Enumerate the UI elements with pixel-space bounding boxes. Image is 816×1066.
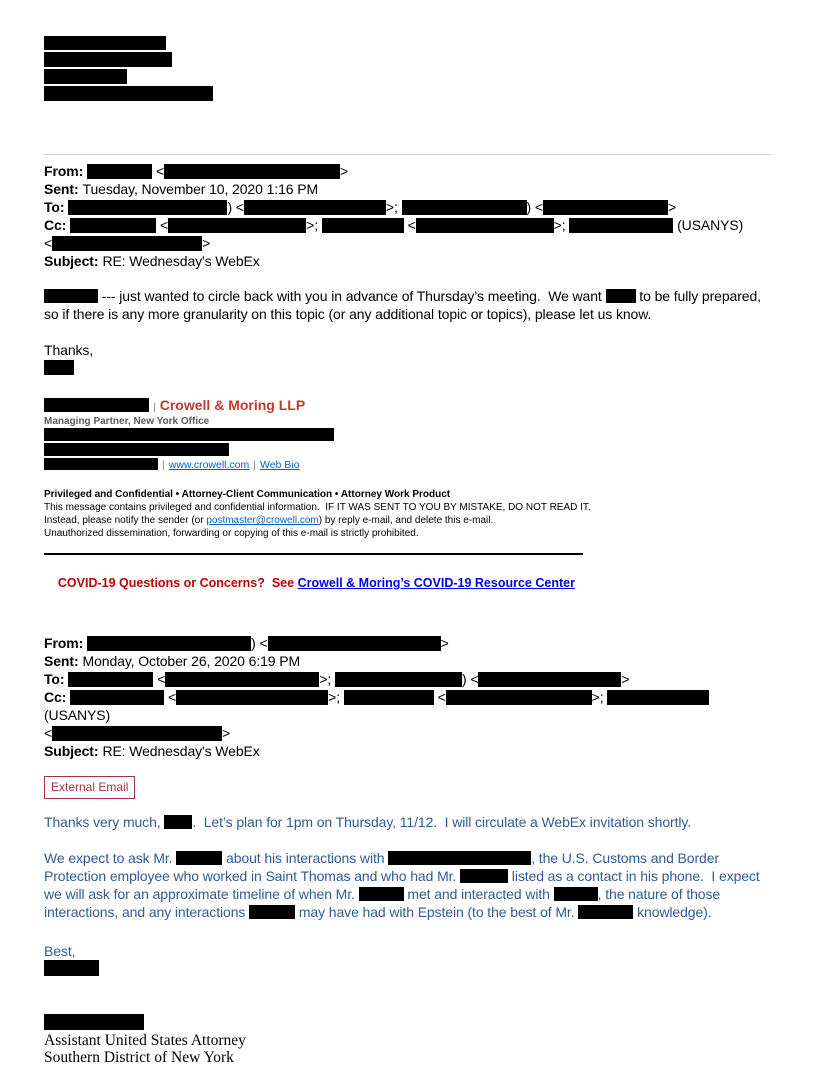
cc-value-2 — [44, 235, 210, 251]
disclaimer-line-3: Unauthorized dissemination, forwarding or copying of this e-mail is strictly prohibited. — [44, 528, 419, 539]
email2-header — [44, 634, 771, 760]
redaction-bar — [460, 869, 508, 883]
email1-thanks: Thanks, — [44, 342, 94, 358]
to-value — [68, 199, 676, 215]
redaction-bar — [554, 887, 598, 901]
redaction-bar — [87, 164, 152, 179]
email1-header — [44, 162, 771, 270]
redaction-bar — [478, 672, 621, 687]
text-segment: Thanks very much, — [44, 814, 165, 830]
redaction-bar — [70, 690, 164, 705]
text-segment: . Let’s plan for 1pm on Thursday, 11/12. I will circulate a WebEx invitation shortly. — [192, 814, 692, 830]
redaction-bar — [44, 360, 74, 375]
redaction-bar — [87, 636, 251, 651]
text-segment: >; — [591, 689, 608, 705]
cc-line — [44, 688, 771, 724]
to-label: To: — [44, 671, 65, 687]
text-segment: < — [403, 217, 416, 233]
cc-line — [44, 216, 771, 234]
redaction-bar — [569, 218, 673, 233]
from-line — [44, 162, 771, 180]
subject-value: RE: Wednesday's WebEx — [102, 743, 260, 759]
redaction-bar — [44, 458, 158, 470]
signature-address-redaction — [44, 428, 771, 443]
redaction-bar — [44, 443, 229, 456]
sent-label: Sent: — [44, 181, 79, 197]
redaction-bar — [68, 672, 153, 687]
text-segment: > — [621, 671, 630, 687]
confidentiality-disclaimer — [44, 488, 771, 540]
separator: | — [162, 459, 165, 471]
sent-line — [44, 652, 771, 670]
subject-line — [44, 742, 771, 760]
text-segment: --- just wanted to circle back with you in advance of Thursday’s meeting. We want — [98, 288, 606, 304]
subject-line — [44, 252, 771, 270]
ausa-title: Assistant United States Attorney — [44, 1032, 246, 1049]
to-line — [44, 198, 771, 216]
text-segment: about his interactions with — [222, 850, 389, 866]
redaction-bar — [44, 52, 172, 67]
redaction-bar — [44, 428, 334, 441]
text-segment: (USANYS) — [44, 689, 714, 723]
text-segment: ) < — [251, 635, 268, 651]
ausa-district: Southern District of New York — [44, 1049, 234, 1066]
redaction-bar — [388, 851, 531, 865]
to-value — [68, 671, 629, 687]
signature-title: Managing Partner, New York Office — [44, 416, 210, 427]
redaction-bar — [52, 236, 202, 251]
cc-value-2 — [44, 725, 230, 741]
redaction-bar — [44, 69, 127, 84]
sent-label: Sent: — [44, 653, 79, 669]
external-email-badge: External Email — [44, 776, 135, 799]
text-segment: We expect to ask Mr. — [44, 850, 177, 866]
text-segment: >; — [328, 689, 344, 705]
redaction-bar — [70, 218, 156, 233]
email2-paragraph-1 — [44, 813, 771, 831]
text-segment: < — [156, 217, 169, 233]
sent-line — [44, 180, 771, 198]
firm-name: Crowell & Moring LLP — [159, 397, 306, 413]
text-segment: > — [667, 199, 677, 215]
text-segment: ) < — [461, 671, 479, 687]
redaction-bar — [344, 690, 434, 705]
cc-value — [44, 689, 713, 723]
subject-value: RE: Wednesday's WebEx — [102, 253, 260, 269]
postmaster-email-link[interactable]: postmaster@crowell.com — [206, 515, 319, 526]
sent-value: Monday, October 26, 2020 6:19 PM — [82, 653, 301, 669]
redaction-bar — [44, 398, 149, 412]
covid-question: COVID-19 Questions or Concerns? See — [57, 576, 298, 590]
disclaimer-line-2 — [44, 514, 771, 527]
text-segment: >; — [306, 217, 322, 233]
text-segment: met and interacted with — [403, 886, 554, 902]
disclaimer-line-2-pre: Instead, please notify the sender (or — [44, 515, 207, 526]
signature-links-line — [44, 458, 771, 472]
email2-closing: Best, — [44, 943, 76, 959]
signature-block — [44, 397, 771, 472]
redaction-bar — [402, 200, 527, 215]
text-segment: ) < — [227, 199, 244, 215]
text-segment: < — [152, 163, 165, 179]
external-email-row — [44, 776, 771, 799]
text-segment: , the U.S. Customs and Border Protection employee who worked in Saint Thomas and who had Mr. — [44, 850, 723, 884]
email2-paragraph-2 — [44, 849, 771, 921]
ausa-signature-block — [44, 1014, 771, 1066]
cc-label: Cc: — [44, 689, 67, 705]
to-line — [44, 670, 771, 688]
text-segment: < — [153, 671, 166, 687]
signature-name-line — [44, 397, 771, 415]
from-label: From: — [44, 163, 84, 179]
subject-label: Subject: — [44, 743, 99, 759]
text-segment: >; — [385, 199, 402, 215]
redaction-bar — [44, 36, 166, 50]
from-line — [44, 634, 771, 652]
redaction-bar — [249, 905, 295, 919]
redaction-bar — [543, 200, 668, 215]
email1-signoff-redaction — [44, 359, 771, 377]
web-bio-link[interactable]: Web Bio — [259, 459, 300, 471]
cc-value — [70, 217, 743, 233]
redaction-bar — [164, 815, 192, 829]
text-segment: > — [440, 635, 449, 651]
from-value — [87, 163, 348, 179]
cc-continuation-line — [44, 724, 771, 742]
redaction-bar — [244, 200, 386, 215]
covid-notice — [44, 559, 771, 607]
redaction-bar — [68, 200, 227, 215]
from-value — [87, 635, 449, 651]
cc-label: Cc: — [44, 217, 67, 233]
text-segment: > — [202, 235, 211, 251]
covid-resource-link[interactable]: Crowell & Moring’s COVID-19 Resource Center — [297, 576, 575, 590]
subject-label: Subject: — [44, 253, 99, 269]
text-segment: to be fully prepared, so if there is any more granularity on this topic (or any additional topic or topics), please let us know. — [44, 288, 765, 322]
redacted-address-block — [44, 36, 771, 101]
text-segment: listed as a contact in his phone. I expect we will ask for an approximate timeline of when Mr. — [44, 868, 764, 902]
redaction-bar — [52, 726, 222, 741]
redaction-bar — [44, 86, 213, 101]
redaction-bar — [44, 960, 99, 976]
text-segment: , the nature of those interactions, and any interactions — [44, 886, 724, 920]
disclaimer-line-2-post: ) by reply e-mail, and delete this e-mail. — [318, 515, 494, 526]
text-segment: may have had with Epstein (to the best of Mr. — [295, 904, 579, 920]
redaction-bar — [268, 636, 441, 651]
redaction-bar — [164, 164, 340, 179]
cc-continuation-line — [44, 234, 771, 252]
redaction-bar — [44, 1014, 144, 1030]
redaction-bar — [168, 218, 306, 233]
redaction-bar — [176, 690, 328, 705]
redaction-bar — [606, 289, 636, 303]
redaction-bar — [446, 690, 592, 705]
redaction-bar — [165, 672, 319, 687]
text-segment: (USANYS) — [673, 217, 744, 233]
email1-body-paragraph — [44, 287, 771, 323]
text-segment: < — [44, 235, 53, 251]
text-segment: ) < — [526, 199, 543, 215]
from-label: From: — [44, 635, 84, 651]
text-segment: < — [44, 725, 53, 741]
text-segment: < — [433, 689, 446, 705]
redaction-bar — [359, 887, 404, 901]
separator: | — [153, 401, 156, 413]
disclaimer-line-1: This message contains privileged and confidential information. IF IT WAS SENT TO YOU BY MISTAKE, DO NOT READ IT. — [44, 502, 591, 513]
text-segment: < — [164, 689, 177, 705]
text-segment: knowledge). — [633, 904, 712, 920]
underscore-divider — [44, 553, 583, 555]
redaction-bar — [335, 672, 462, 687]
sent-value: Tuesday, November 10, 2020 1:16 PM — [82, 181, 319, 197]
email2-closing-redaction — [44, 960, 771, 978]
text-segment: >; — [319, 671, 335, 687]
separator: | — [253, 459, 256, 471]
redaction-bar — [578, 905, 633, 919]
divider-line — [44, 154, 771, 155]
crowell-website-link[interactable]: www.crowell.com — [168, 459, 250, 471]
text-segment: > — [340, 163, 349, 179]
disclaimer-title: Privileged and Confidential • Attorney-Client Communication • Attorney Work Product — [44, 489, 451, 500]
text-segment: > — [222, 725, 231, 741]
to-label: To: — [44, 199, 65, 215]
redaction-bar — [44, 289, 98, 303]
redaction-bar — [607, 690, 709, 705]
signature-phone-redaction — [44, 443, 771, 458]
redaction-bar — [416, 218, 554, 233]
redaction-bar — [176, 851, 222, 865]
redaction-bar — [322, 218, 404, 233]
text-segment: >; — [553, 217, 570, 233]
